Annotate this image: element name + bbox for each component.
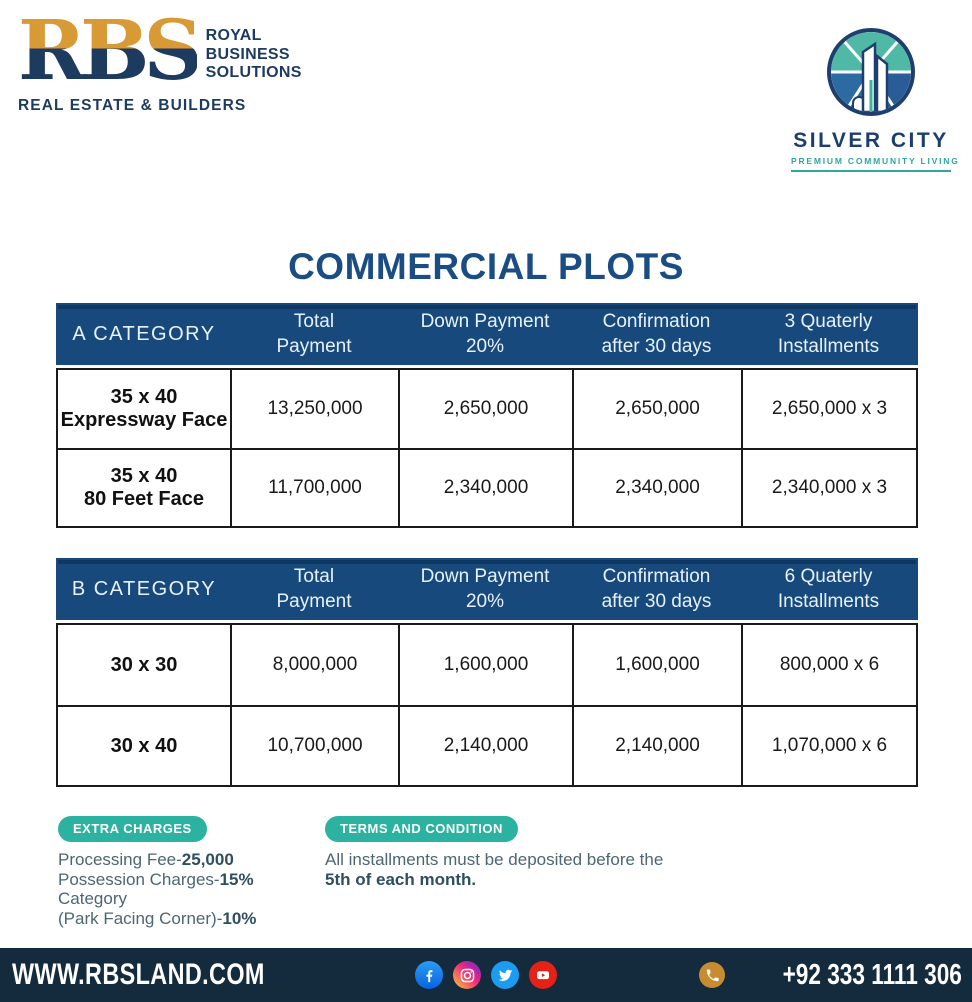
terms-badge: TERMS AND CONDITION xyxy=(325,816,518,842)
twitter-icon[interactable] xyxy=(491,961,519,989)
phone-icon xyxy=(699,962,725,988)
installments-cell: 2,650,000 x 3 xyxy=(741,370,916,448)
column-header: Total xyxy=(293,566,335,587)
silver-city-tagline: PREMIUM COMMUNITY LIVING xyxy=(791,156,951,172)
column-header: Confirmation xyxy=(602,566,711,587)
website-link[interactable]: WWW.RBSLAND.COM xyxy=(12,958,265,991)
silver-city-logo xyxy=(782,22,960,172)
table-row xyxy=(58,705,916,785)
table-a-category xyxy=(56,303,918,528)
column-header: Total xyxy=(293,311,335,332)
facebook-icon[interactable] xyxy=(415,961,443,989)
rbs-name-line: BUSINESS xyxy=(205,45,290,63)
rbs-logo xyxy=(18,3,302,115)
extra-charge-line: (Park Facing Corner)-10% xyxy=(58,908,257,928)
silver-city-emblem-icon xyxy=(823,22,919,118)
installments-cell: 800,000 x 6 xyxy=(741,625,916,705)
total-payment-cell: 13,250,000 xyxy=(230,370,398,448)
table-a-body xyxy=(56,368,918,528)
extra-charges-badge: EXTRA CHARGES xyxy=(58,816,207,842)
plot-size: 30 x 30 xyxy=(110,653,178,676)
table-b-category xyxy=(56,558,918,787)
plot-size: 35 x 40 xyxy=(110,465,178,487)
footer-bar xyxy=(0,948,972,1002)
total-payment-cell: 11,700,000 xyxy=(230,450,398,526)
table-row xyxy=(58,448,916,526)
phone-number: +92 333 1111 306 xyxy=(782,958,962,991)
rbs-company-name xyxy=(206,27,302,83)
page-title: COMMERCIAL PLOTS xyxy=(288,246,684,287)
extra-charge-line: Processing Fee-25,000 xyxy=(58,850,234,869)
column-header: Confirmation xyxy=(602,311,711,332)
terms-section xyxy=(325,816,695,890)
column-header: B CATEGORY xyxy=(71,577,217,600)
extra-charges-notes xyxy=(58,850,256,928)
column-header: 6 Quaterly xyxy=(784,566,873,587)
down-payment-cell: 2,650,000 xyxy=(398,370,572,448)
installments-cell: 1,070,000 x 6 xyxy=(741,707,916,785)
down-payment-cell: 2,140,000 xyxy=(398,707,572,785)
terms-notes xyxy=(325,850,695,890)
table-b-header-row: B CATEGORY Total Payment Down Payment 20% Confirmation after 30 days 6 Quaterly Installments xyxy=(56,558,918,620)
down-payment-cell: 1,600,000 xyxy=(398,625,572,705)
silver-city-name: SILVER CITY xyxy=(793,129,949,152)
column-header: Down Payment xyxy=(420,311,550,332)
confirmation-cell: 2,650,000 xyxy=(572,370,741,448)
installments-cell: 2,340,000 x 3 xyxy=(741,450,916,526)
phone-contact[interactable] xyxy=(699,959,962,992)
total-payment-cell: 8,000,000 xyxy=(230,625,398,705)
social-icons xyxy=(415,961,557,989)
column-header: 3 Quaterly xyxy=(784,311,873,332)
plot-face: Expressway Face xyxy=(60,409,228,431)
table-row xyxy=(58,625,916,705)
terms-line-bold: 5th of each month. xyxy=(325,870,477,889)
plot-face: 80 Feet Face xyxy=(83,488,205,510)
rbs-name-line: ROYAL xyxy=(205,27,262,44)
plot-size: 35 x 40 xyxy=(110,386,178,408)
confirmation-cell: 2,140,000 xyxy=(572,707,741,785)
down-payment-cell: 2,340,000 xyxy=(398,450,572,526)
rbs-tagline: REAL ESTATE & BUILDERS xyxy=(18,97,247,114)
column-header: Down Payment xyxy=(420,566,550,587)
instagram-icon[interactable] xyxy=(453,961,481,989)
table-row xyxy=(58,370,916,448)
extra-charge-line: Category xyxy=(58,889,127,908)
rbs-name-line: SOLUTIONS xyxy=(205,64,302,81)
rbs-monogram: RBS xyxy=(18,3,197,99)
table-a-header-row: A CATEGORY Total Payment Down Payment 20% Confirmation after 30 days 3 Quaterly Installments xyxy=(56,303,918,365)
table-b-body xyxy=(56,623,918,787)
plot-size: 30 x 40 xyxy=(110,734,178,757)
total-payment-cell: 10,700,000 xyxy=(230,707,398,785)
column-header: A CATEGORY xyxy=(72,322,216,345)
confirmation-cell: 2,340,000 xyxy=(572,450,741,526)
extra-charge-line: Possession Charges-15% xyxy=(58,869,254,889)
youtube-icon[interactable] xyxy=(529,961,557,989)
terms-line: All installments must be deposited before the xyxy=(325,850,664,869)
extra-charges-section xyxy=(58,816,256,928)
confirmation-cell: 1,600,000 xyxy=(572,625,741,705)
